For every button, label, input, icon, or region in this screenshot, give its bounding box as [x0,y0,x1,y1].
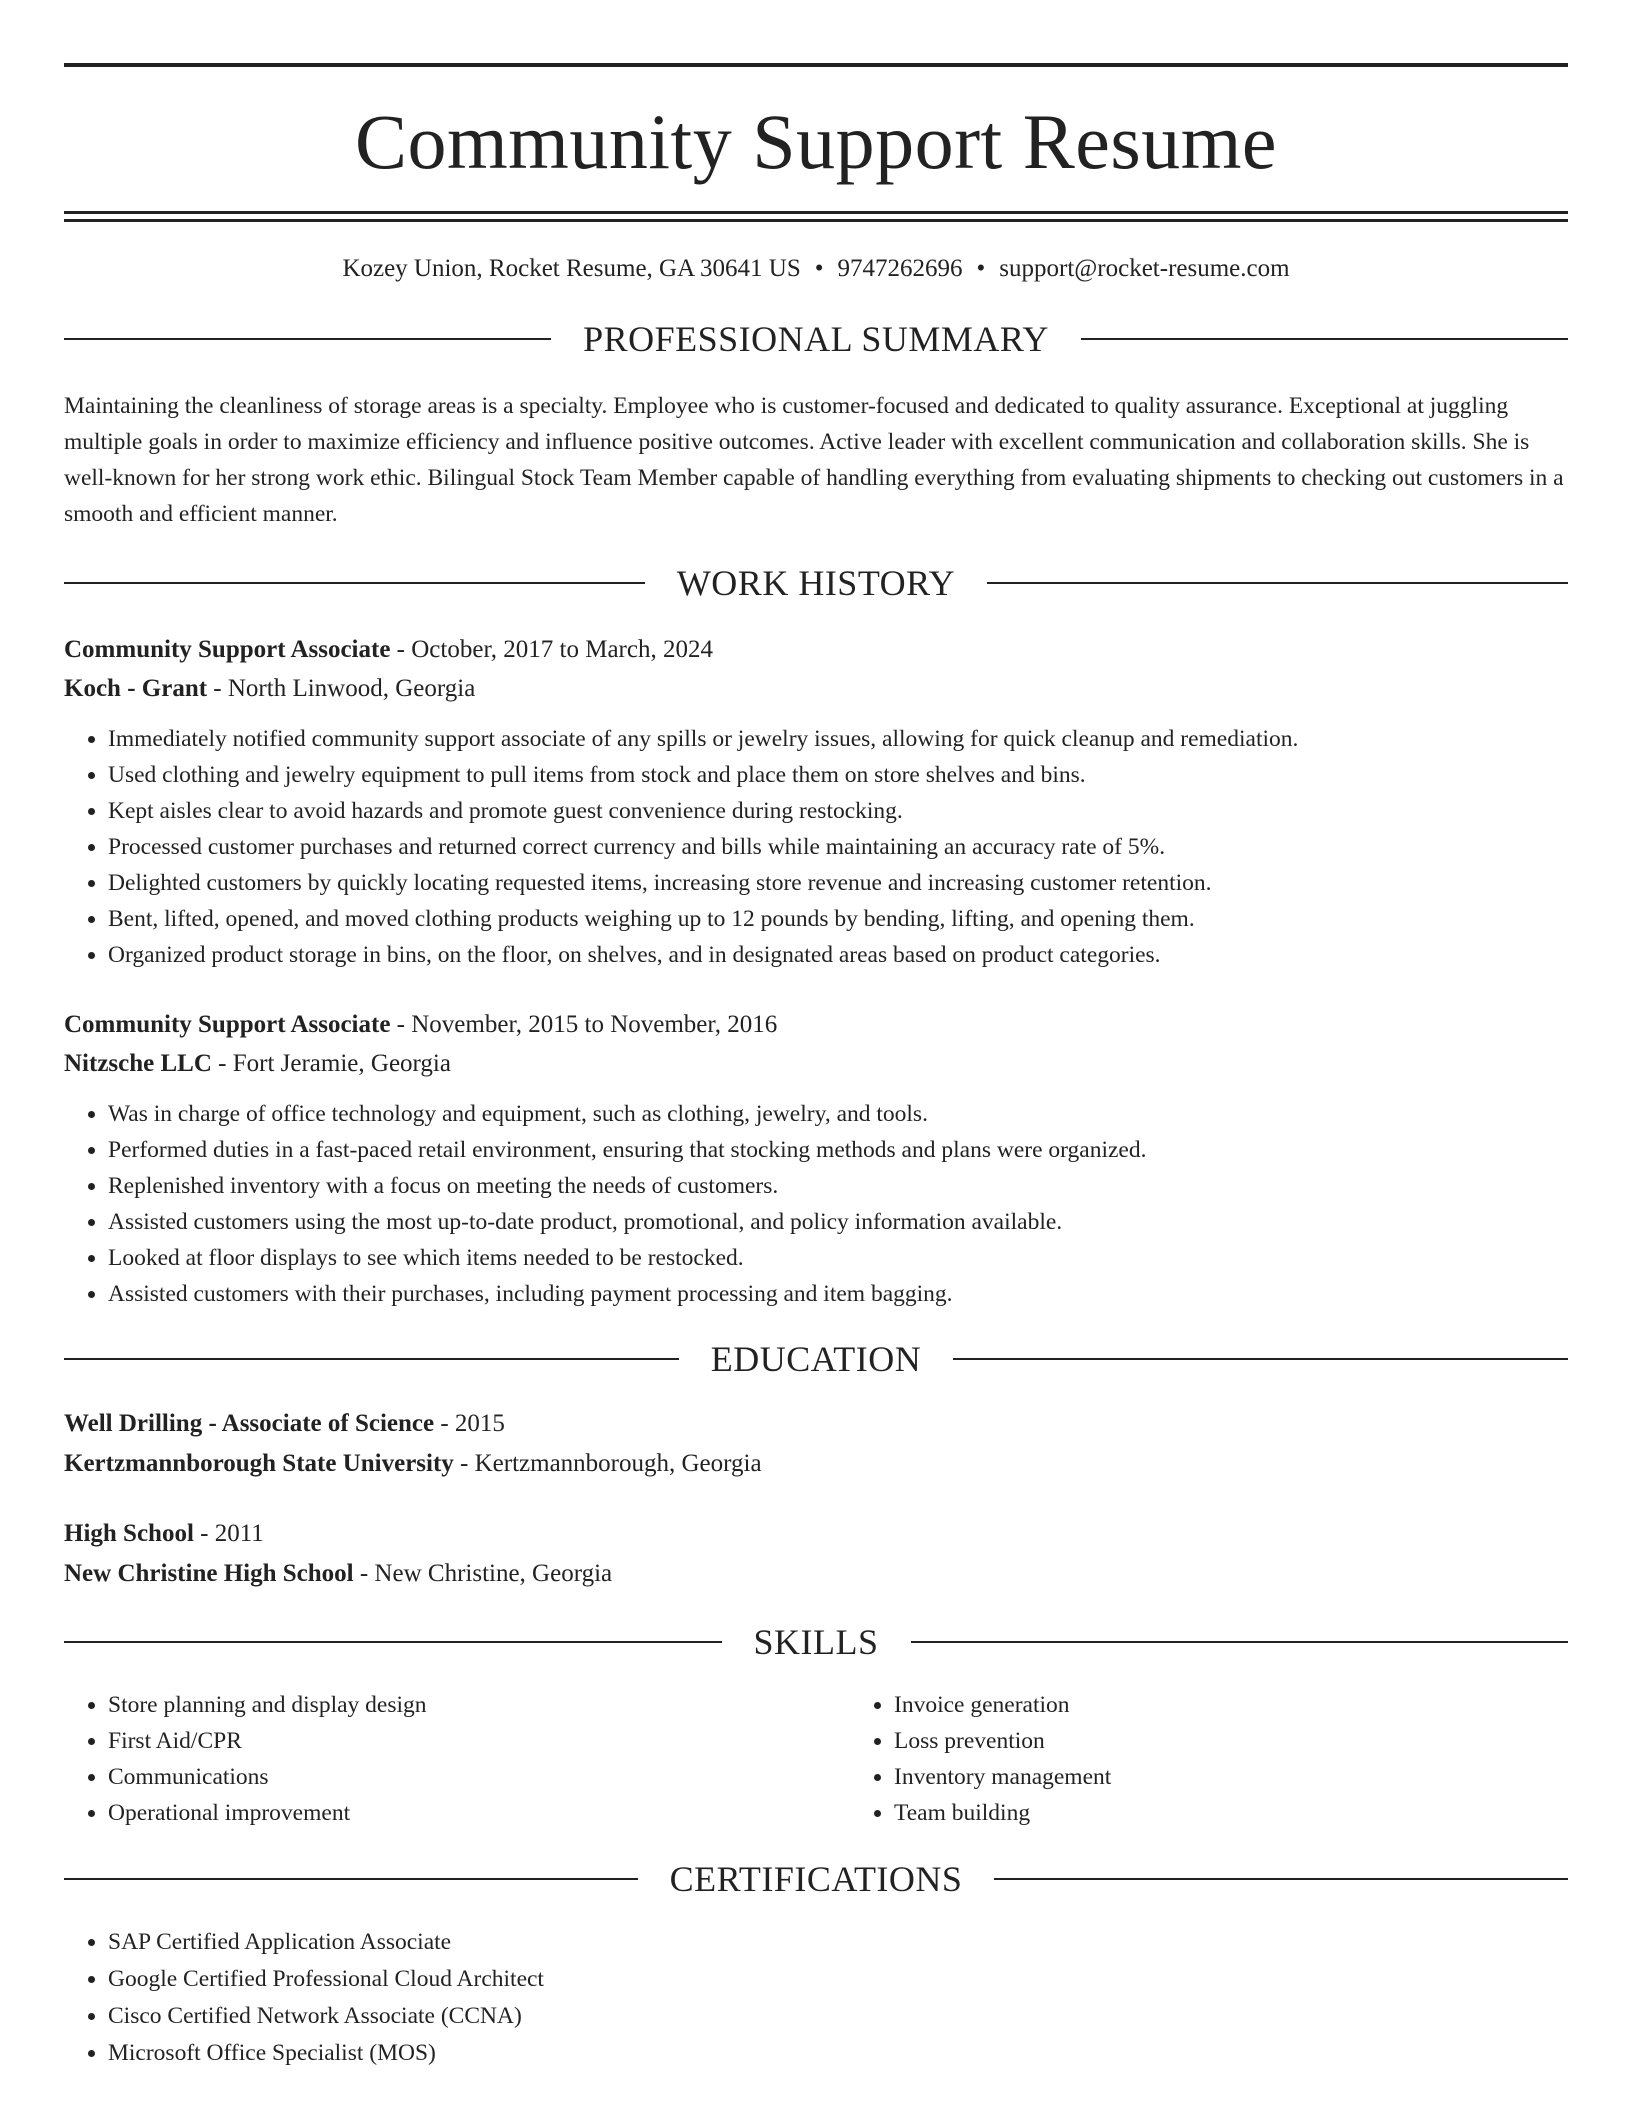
skills-column-left [64,1687,850,1831]
job-company: Koch - Grant [64,675,208,702]
divider [64,1358,679,1360]
job-duties [64,1096,1568,1312]
education-entry [64,1404,1568,1484]
list-item: • Organized product storage in bins, on the floor, on shelves, and in designated areas based on product categories. [108,937,1568,973]
job-duties [64,721,1568,973]
list-item: • Looked at floor displays to see which items needed to be restocked. [108,1240,1568,1276]
section-title: PROFESSIONAL SUMMARY [583,319,1049,359]
job-entry [64,1005,1568,1312]
list-item: • Delighted customers by quickly locating requested items, increasing store revenue and increasing customer retention. [108,865,1568,901]
section-title: WORK HISTORY [676,563,956,603]
top-rule [64,63,1568,67]
degree: Well Drilling - Associate of Science [64,1410,435,1437]
summary-text: Maintaining the cleanliness of storage areas is a specialty. Employee who is customer-focused and dedicated to quality assurance. Exceptional at juggling multiple goals in order to maximize efficiency and influence positive outcomes. Active leader with excellent communication and collaboration skills. She is well-known for her strong work ethic. Bilingual Stock Team Member capable of handling everything from evaluating shipments to checking out customers in a smooth and efficient manner. [64,393,1564,527]
section-title: SKILLS [753,1622,879,1662]
divider [994,1878,1568,1880]
section-heading-work-history [64,565,1568,601]
skills-column-right [850,1687,1568,1831]
list-item: • Was in charge of office technology and equipment, such as clothing, jewelry, and tools. [108,1096,1568,1132]
section-title: EDUCATION [710,1339,922,1379]
school-location: - New Christine, Georgia [353,1560,613,1587]
job-location: - Fort Jeramie, Georgia [211,1050,451,1077]
job-title: Community Support Associate [64,1011,391,1038]
title-double-rule [64,211,1568,222]
job-title: Community Support Associate [64,636,391,663]
graduation-year: - 2015 [434,1410,505,1437]
certifications-list [64,1924,1568,2072]
skills-grid [64,1687,1568,1831]
degree: High School [64,1520,194,1547]
section-heading-certifications [64,1861,1568,1897]
list-item: • Assisted customers with their purchases, including payment processing and item bagging. [108,1276,1568,1312]
job-entry [64,630,1568,973]
job-company: Nitzsche LLC [64,1050,212,1077]
section-heading-skills [64,1624,1568,1660]
skill-item: • Store planning and display design [108,1687,850,1723]
contact-email: support@rocket-resume.com [999,255,1290,282]
job-company-line [64,1044,1568,1083]
skill-item: • Invoice generation [894,1687,1568,1723]
section-title: CERTIFICATIONS [669,1859,963,1899]
contact-separator: • [976,255,986,282]
skill-item: • Loss prevention [894,1723,1568,1759]
skill-item: • Inventory management [894,1759,1568,1795]
job-dates: - October, 2017 to March, 2024 [390,636,713,663]
divider [1081,338,1568,340]
school-location: - Kertzmannborough, Georgia [453,1450,762,1477]
skill-item: • First Aid/CPR [108,1723,850,1759]
job-location: - North Linwood, Georgia [207,675,476,702]
divider [64,1641,722,1643]
list-item: • Immediately notified community support associate of any spills or jewelry issues, allowing for quick cleanup and remediation. [108,721,1568,757]
graduation-year: - 2011 [193,1520,264,1547]
contact-address: Kozey Union, Rocket Resume, GA 30641 US [342,255,801,282]
degree-line [64,1404,1568,1444]
divider [953,1358,1568,1360]
list-item: • Bent, lifted, opened, and moved clothing products weighing up to 12 pounds by bending, lifting, and opening them. [108,901,1568,937]
certification-item: • Google Certified Professional Cloud Architect [108,1961,1568,1998]
certification-item: • Cisco Certified Network Associate (CCNA) [108,1998,1568,2035]
school: Kertzmannborough State University [64,1450,454,1477]
job-title-line [64,1005,1568,1044]
divider [987,582,1568,584]
certification-item: • Microsoft Office Specialist (MOS) [108,2035,1568,2072]
divider [64,582,645,584]
job-dates: - November, 2015 to November, 2016 [390,1011,778,1038]
contact-phone: 9747262696 [837,255,963,282]
certification-item: • SAP Certified Application Associate [108,1924,1568,1961]
skill-item: • Team building [894,1795,1568,1831]
list-item: • Performed duties in a fast-paced retail environment, ensuring that stocking methods and plans were organized. [108,1132,1568,1168]
resume-title: Community Support Resume [354,98,1278,185]
skill-item: • Communications [108,1759,850,1795]
school: New Christine High School [64,1560,354,1587]
contact-separator: • [814,255,824,282]
school-line [64,1444,1568,1484]
job-company-line [64,669,1568,708]
divider [911,1641,1569,1643]
section-heading-education [64,1341,1568,1377]
divider [64,1878,638,1880]
education-entry [64,1514,1568,1594]
list-item: • Replenished inventory with a focus on meeting the needs of customers. [108,1168,1568,1204]
list-item: • Assisted customers using the most up-to-date product, promotional, and policy information available. [108,1204,1568,1240]
skill-item: • Operational improvement [108,1795,850,1831]
contact-line [64,256,1568,281]
section-heading-summary [64,321,1568,357]
list-item: • Used clothing and jewelry equipment to pull items from stock and place them on store shelves and bins. [108,757,1568,793]
degree-line [64,1514,1568,1554]
job-title-line [64,630,1568,669]
list-item: • Kept aisles clear to avoid hazards and promote guest convenience during restocking. [108,793,1568,829]
divider [64,338,551,340]
school-line [64,1554,1568,1594]
list-item: • Processed customer purchases and returned correct currency and bills while maintaining an accuracy rate of 5%. [108,829,1568,865]
